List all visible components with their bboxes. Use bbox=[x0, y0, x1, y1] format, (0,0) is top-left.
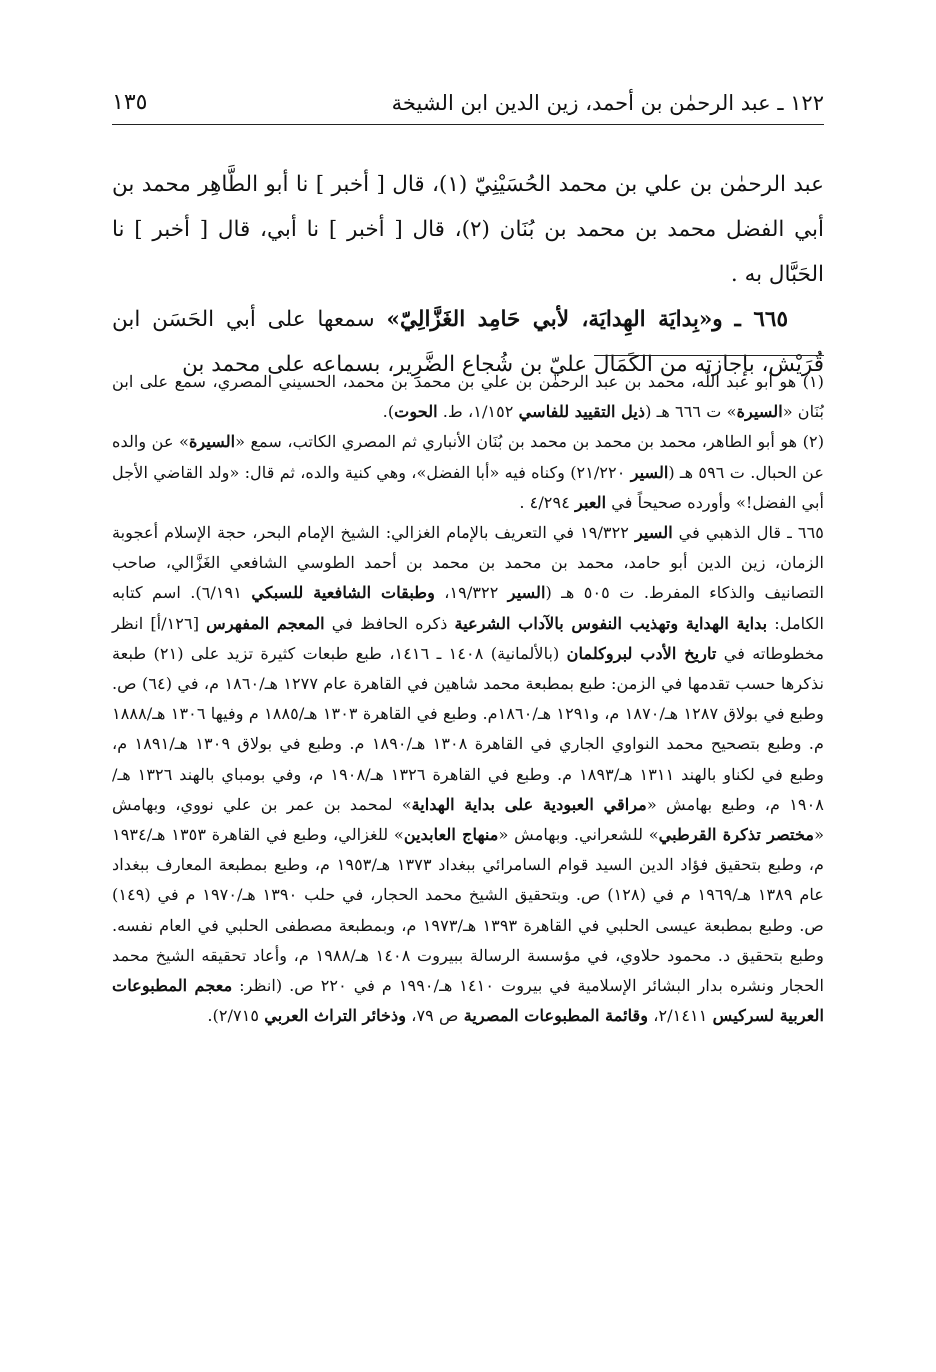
footnote-bold: مختصر تذكرة القرطبي bbox=[658, 825, 815, 845]
footnote-bold: السير bbox=[635, 523, 673, 543]
footnote-text: (بالألمانية) ١٤٠٨ ـ ١٤١٦، طبع طبعات كثيرة تزيد على (٢١) طبعة نذكرها حسب تقدمها في الزمن: طبع بمطبعة محمد شاهين في القاهرة عام ١٢٧٧ هـ/١٨٦٠ م، في (٦٤) ص. وطبع في بولاق ١٢٨٧ هـ/١٨٧٠ م، و١٢٩١ هـ/١٨٦٠م. وطبع في القاهرة ١٣٠٣ هـ/١٨٨٥ م وفيها ١٣٠٦ هـ/١٨٨٨ م. وطبع بتصحيح محمد النواوي الجاري في القاهرة ١٣٠٨ هـ/١٨٩٠ م. وطبع في بولاق ١٣٠٩ هـ/١٨٩١ م، وطبع في لكناو بالهند ١٣١١ هـ/١٨٩٣ م. وطبع في القاهرة ١٣٢٦ هـ/١٩٠٨ م، وفي بومباي بالهند ١٣٢٦ هـ/١٩٠٨ م، وطبع بهامش « bbox=[112, 643, 824, 814]
footnote-bold: مراقي العبودية على بداية الهداية bbox=[411, 794, 647, 814]
footnote-text: ١/١٥٢، ط. bbox=[437, 402, 519, 422]
footnote-bold: السيرة bbox=[736, 402, 783, 422]
footnote-bold: العبر bbox=[575, 492, 607, 512]
header-rule bbox=[112, 124, 824, 125]
page-number: ١٣٥ bbox=[112, 90, 148, 115]
footnote-bold: منهاج العابدين bbox=[403, 825, 499, 845]
footnote-text: ص ٧٩، bbox=[406, 1006, 464, 1026]
footnote-bold: المعجم المفهرس bbox=[206, 613, 325, 633]
footnote-separator bbox=[594, 355, 824, 356]
running-title: ١٢٢ ـ عبد الرحمٰن بن أحمد، زين الدين ابن الشيخة bbox=[391, 91, 824, 115]
footnote-1 bbox=[112, 367, 824, 427]
footnote-bold: السير bbox=[630, 462, 669, 482]
footnote-665 bbox=[112, 518, 824, 1031]
footnote-text: » ت ٦٦٦ هـ ( bbox=[645, 402, 737, 422]
footnote-bold: ذيل التقييد للفاسي bbox=[518, 402, 646, 422]
main-paragraph-1: عبد الرحمٰن بن علي بن محمد الحُسَيْنِيّ (١)، قال [ أخبر ] نا أبو الطَّاهِر محمد بن أبي الفضل محمد بن محمد بن بُنَان (٢)، قال [ أخبر ] نا أبي، قال [ أخبر ] نا الحَبَّال به . bbox=[112, 172, 824, 287]
footnote-bold: وقائمة المطبوعات المصرية bbox=[463, 1006, 649, 1026]
entry-text: سمعها على أبي الحَسَن ابن قُرَيْش، بإجازته من الكَمَال عليّ بن شُجاع الضَّرِير، بسماعه على محمد بن bbox=[112, 307, 824, 377]
footnote-text: ٤/٢٩٤ . bbox=[519, 492, 576, 512]
footnote-bold: السيرة bbox=[188, 432, 236, 452]
footnote-text: ٢/٧١٥). bbox=[207, 1006, 265, 1026]
footnote-text: ٢١/٢٢٠) وكناه فيه «أبا الفضل»، وهي كنية والده، ثم قال: «ولد القاضي الأجل أبي الفضل!» وأورده صحيحاً في bbox=[112, 462, 824, 512]
footnote-2 bbox=[112, 427, 824, 518]
footnote-text: قال الذهبي في bbox=[672, 523, 788, 543]
footnote-text: » للشعراني. وبهامش « bbox=[498, 825, 659, 845]
footnote-bold: معجم المطبوعات العربية لسركيس bbox=[112, 976, 824, 1026]
footnote-bold: تاريخ الأدب لبروكلمان bbox=[566, 643, 717, 663]
footnote-text: » عن والده عن الحبال. ت ٥٩٦ هـ ( bbox=[112, 432, 824, 482]
footnote-text: ١٩/٣٢٢ في التعريف بالإمام الغزالي: الشيخ الإمام البحر، حجة الإسلام أعجوبة الزمان، زين الدين أبو حامد، محمد بن محمد بن محمد بن أحمد الطوسي الشافعي الغَزَّالي، صاحب التصانيف والذكاء المفرط. ت ٥٠٥ هـ ( bbox=[112, 523, 824, 603]
footnote-text: هو أبو الطاهر، محمد بن محمد بن محمد بن بُنَان الأنباري ثم المصري الكاتب، سمع « bbox=[235, 432, 803, 452]
footnote-bold: وطبقات الشافعية للسبكي bbox=[251, 583, 435, 603]
footnote-marker: (١) bbox=[802, 372, 824, 391]
footnote-bold: وذخائر التراث العربي bbox=[264, 1006, 407, 1026]
footnote-text: ٦/١٩١). اسم كتابه الكامل: bbox=[112, 583, 824, 633]
footnote-text: ذكره الحافظ في bbox=[324, 613, 455, 633]
footnote-marker: (٢) bbox=[802, 432, 825, 452]
footnote-text: [١٢٦/أ] انظر مخطوطاته في bbox=[112, 613, 824, 663]
entry-number: ٦٦٥ ـ bbox=[734, 307, 788, 332]
footnote-text: ١٩/٣٢٢، bbox=[434, 583, 508, 603]
footnote-bold: الحوت bbox=[394, 402, 438, 422]
footnote-text: ٢/١٤١١، bbox=[648, 1006, 713, 1026]
page-header bbox=[112, 88, 824, 122]
footnote-bold: السير bbox=[507, 583, 546, 603]
footnote-marker: ٦٦٥ ـ bbox=[787, 523, 825, 543]
footnote-text: ). bbox=[382, 402, 395, 422]
footnote-text: » للغزالي، وطبع في القاهرة ١٣٥٣ هـ/١٩٣٤ م، وطبع بتحقيق فؤاد الدين السيد قوام السامرائي ببغداد ١٣٧٣ هـ/١٩٥٣ م، وطبع بمطبعة المعارف ببغداد عام ١٣٨٩ هـ/١٩٦٩ م في (١٢٨) ص. وبتحقيق الشيخ محمد الحجار، في حلب ١٣٩٠ هـ/١٩٧٠ م في (١٤٩) ص. وطبع بمطبعة عيسى الحلبي في القاهرة ١٣٩٣ هـ/١٩٧٣ م، وبمطبعة مصطفى الحلبي في العام نفسه. وطبع بتحقيق د. محمود حلاوي، في مؤسسة الرسالة ببيروت ١٤٠٨ هـ/١٩٨٨ م، وأعاد تحقيقه الشيخ محمد الحجار ونشره بدار البشائر الإسلامية في بيروت ١٤١٠ هـ/١٩٩٠ م في ٢٢٠ ص. (انظر: bbox=[112, 825, 824, 996]
footnotes bbox=[112, 367, 824, 1031]
footnote-text: هو أبو عبد اللّٰه، محمد بن عبد الرحمٰن بن علي بن محمد بن محمد، الحسيني المصري، سمع على ابن بُنَان « bbox=[112, 372, 824, 422]
entry-title: و«بِدايَة الهِدايَة، لأبي حَامِد الغَزَّالِيّ» bbox=[386, 307, 723, 332]
footnote-text: » لمحمد بن عمر بن علي نووي، وبهامش « bbox=[112, 794, 824, 845]
main-text bbox=[112, 162, 824, 387]
footnote-bold: بداية الهداية وتهذيب النفوس بالآداب الشرعية bbox=[454, 613, 768, 633]
